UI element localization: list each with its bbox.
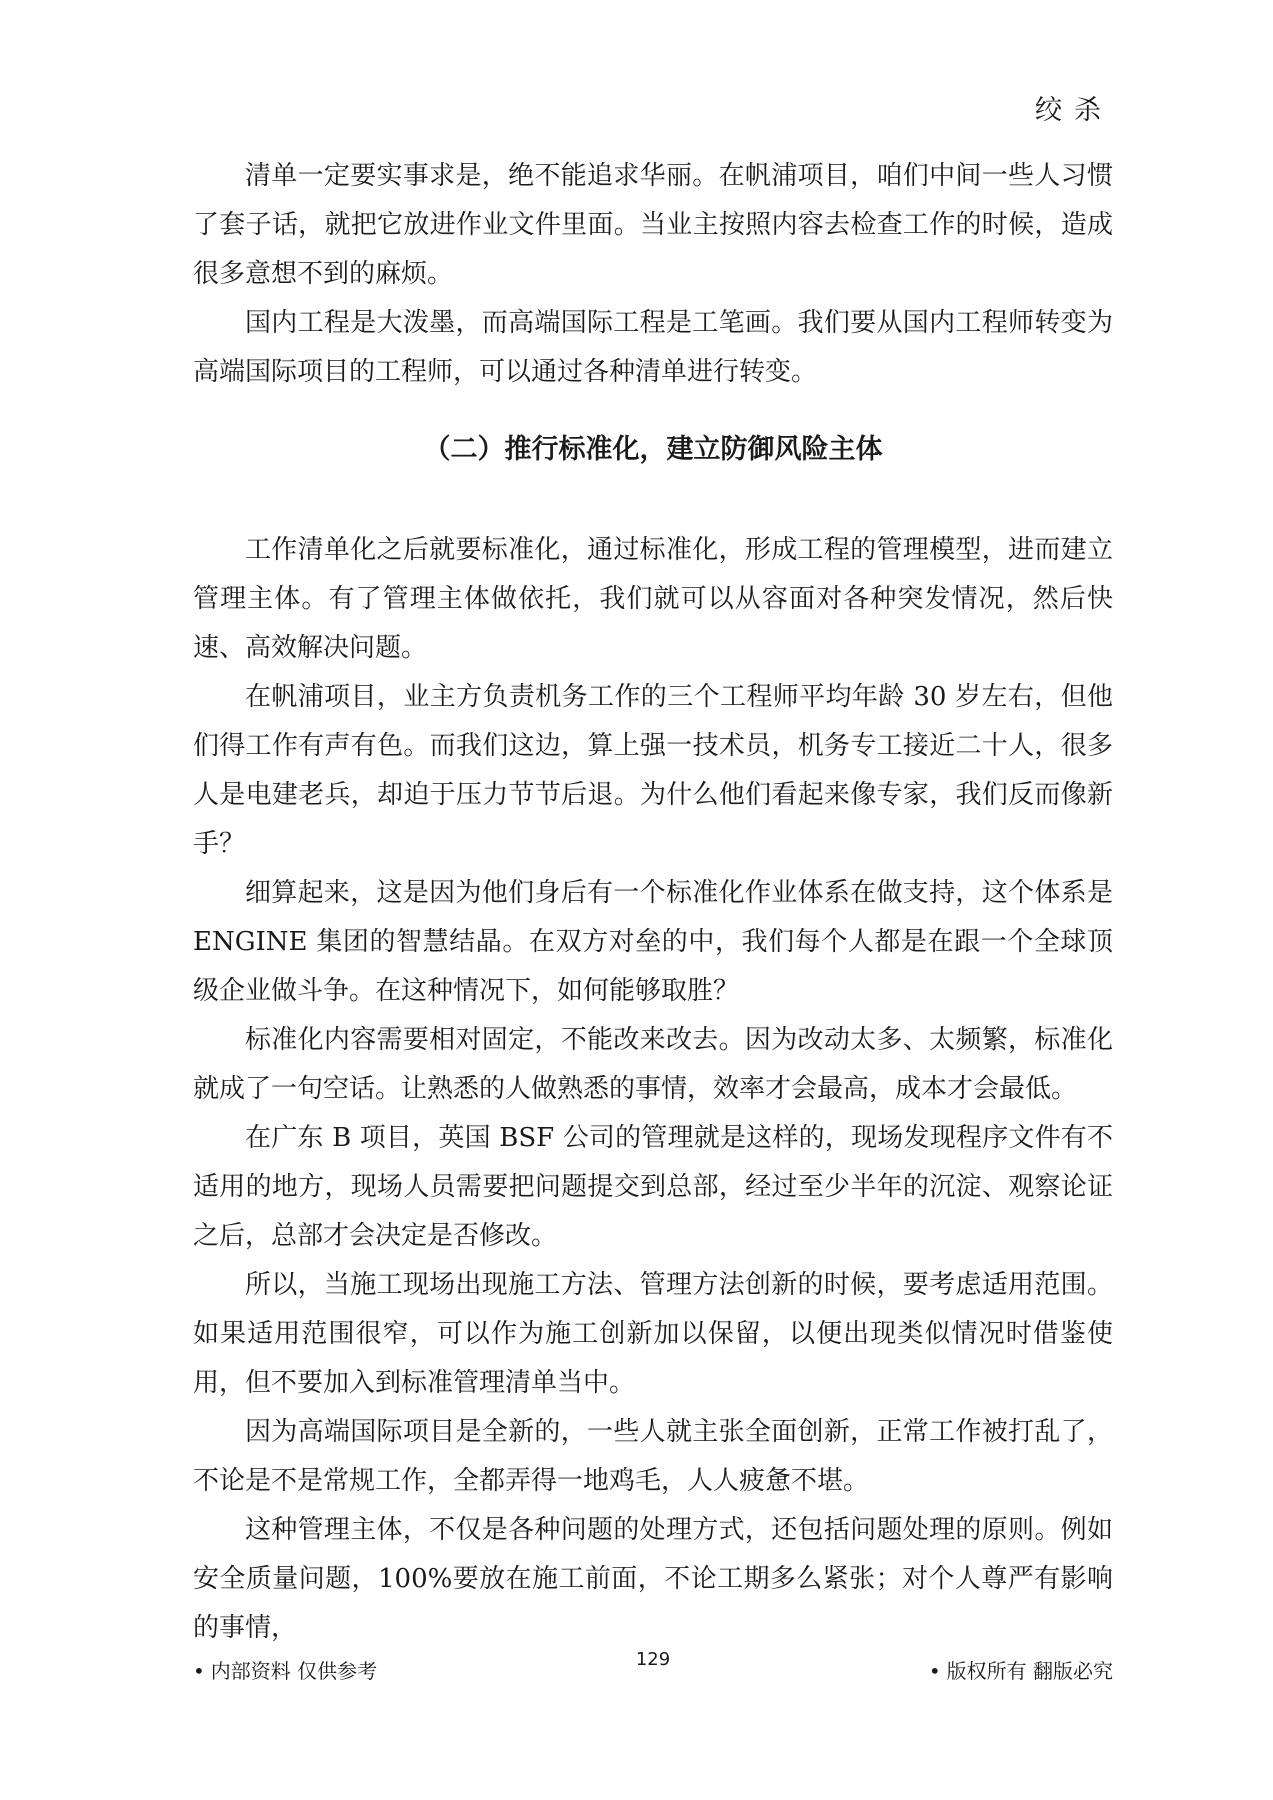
body-paragraph: 清单一定要实事求是，绝不能追求华丽。在帆浦项目，咱们中间一些人习惯了套子话，就把它放进作业文件里面。当业主按照内容去检查工作的时候，造成很多意想不到的麻烦。: [193, 161, 1113, 289]
body-paragraph: 所以，当施工现场出现施工方法、管理方法创新的时候，要考虑适用范围。如果适用范围很窄，可以作为施工创新加以保留，以便出现类似情况时借鉴使用，但不要加入到标准管理清单当中。: [193, 1270, 1113, 1398]
body-paragraph: 标准化内容需要相对固定，不能改来改去。因为改动太多、太频繁，标准化就成了一句空话。让熟悉的人做熟悉的事情，效率才会最高，成本才会最低。: [193, 1025, 1113, 1104]
page-footer: [193, 1649, 1113, 1685]
body-paragraph: 这种管理主体，不仅是各种问题的处理方式，还包括问题处理的原则。例如安全质量问题，100%要放在施工前面，不论工期多么紧张；对个人尊严有影响的事情，: [193, 1515, 1113, 1643]
running-head-title: 绞杀: [1035, 95, 1113, 126]
body-paragraph: 国内工程是大泼墨，而高端国际工程是工笔画。我们要从国内工程师转变为高端国际项目的工程师，可以通过各种清单进行转变。: [193, 308, 1113, 387]
section-heading: （二）推行标准化，建立防御风险主体: [423, 434, 883, 465]
body-paragraph: 工作清单化之后就要标准化，通过标准化，形成工程的管理模型，进而建立管理主体。有了管理主体做依托，我们就可以从容面对各种突发情况，然后快速、高效解决问题。: [193, 535, 1113, 663]
page-number: 129: [635, 1649, 671, 1670]
footer-left-text: 内部资料 仅供参考: [210, 1659, 378, 1683]
bullet-icon: •: [193, 1659, 205, 1683]
body-paragraph: 在广东 B 项目，英国 BSF 公司的管理就是这样的，现场发现程序文件有不适用的地方，现场人员需要把问题提交到总部，经过至少半年的沉淀、观察论证之后，总部才会决定是否修改。: [193, 1123, 1113, 1251]
body-paragraph: 因为高端国际项目是全新的，一些人就主张全面创新，正常工作被打乱了，不论是不是常规工作，全都弄得一地鸡毛，人人疲惫不堪。: [193, 1417, 1113, 1496]
bullet-icon: •: [928, 1659, 941, 1683]
page-body: [193, 152, 1113, 1653]
body-paragraph: 细算起来，这是因为他们身后有一个标准化作业体系在做支持，这个体系是ENGINE 集团的智慧结晶。在双方对垒的中，我们每个人都是在跟一个全球顶级企业做斗争。在这种情况下，如何能够取胜？: [193, 878, 1113, 1006]
footer-right-note: [929, 1655, 1113, 1684]
footer-right-text: 版权所有 翻版必究: [946, 1659, 1113, 1683]
body-paragraph: 在帆浦项目，业主方负责机务工作的三个工程师平均年龄 30 岁左右，但他们得工作有声有色。而我们这边，算上强一技术员，机务专工接近二十人，很多人是电建老兵，却迫于压力节节后退。为什么他们看起来像专家，我们反而像新手？: [193, 682, 1113, 859]
